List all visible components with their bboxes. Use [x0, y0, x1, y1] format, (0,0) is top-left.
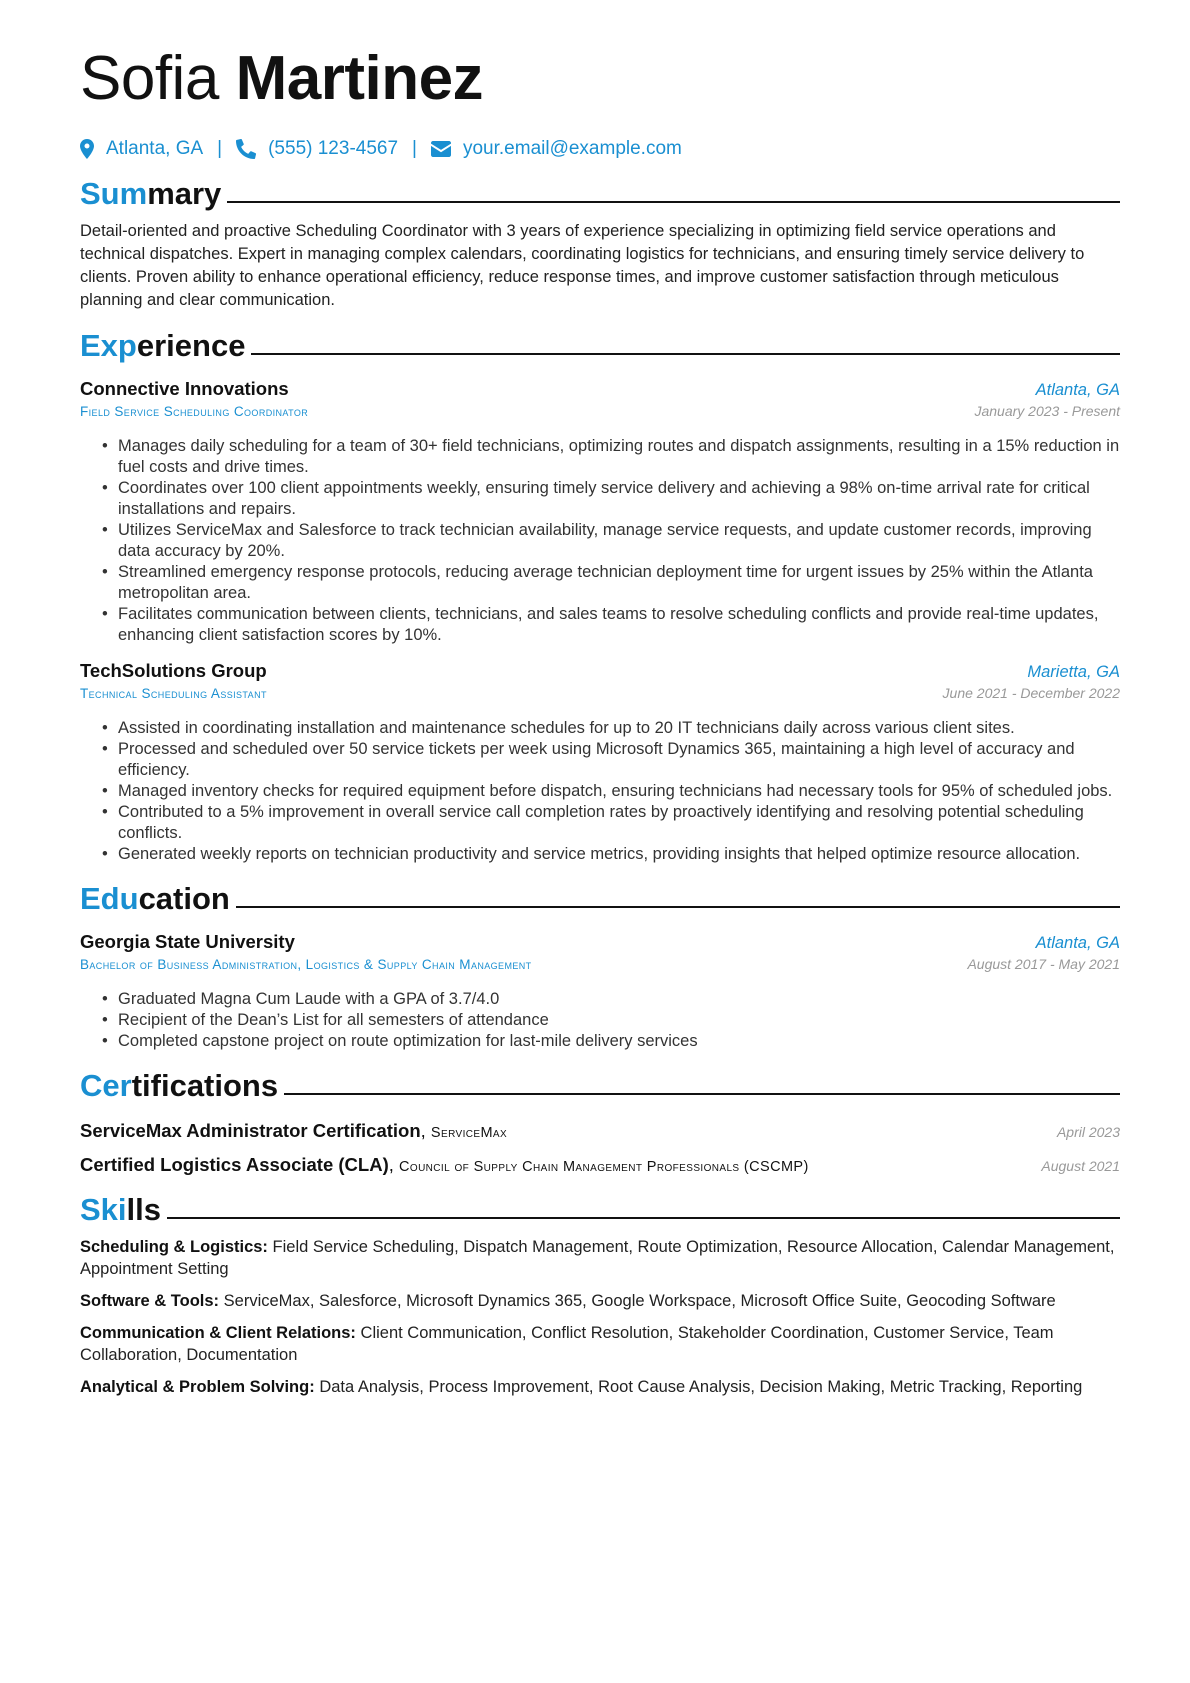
resume-content: [80, 38, 1120, 1398]
separator: |: [412, 138, 417, 159]
skill-row: [80, 1376, 1120, 1398]
section-rule: [236, 906, 1120, 908]
school-location: Atlanta, GA: [1035, 934, 1120, 952]
contact-phone: [236, 138, 398, 160]
list-item: • Graduated Magna Cum Laude with a GPA of 3.7/4.0: [80, 989, 1120, 1010]
skill-list: Data Analysis, Process Improvement, Root Cause Analysis, Decision Making, Metric Tracking, Reporting: [319, 1378, 1083, 1396]
contact-email: [431, 138, 682, 160]
list-item: • Completed capstone project on route optimization for last-mile delivery services: [80, 1031, 1120, 1052]
skill-category: Analytical & Problem Solving:: [80, 1378, 315, 1396]
education-dates: August 2017 - May 2021: [967, 956, 1120, 972]
job-entry: [80, 658, 1120, 865]
education-entry: [80, 929, 1120, 1052]
skills-heading: [80, 1190, 1120, 1230]
certification-name: ServiceMax Administrator Certification: [80, 1120, 421, 1141]
job-dates: January 2023 - Present: [974, 403, 1120, 419]
certification-name: Certified Logistics Associate (CLA): [80, 1154, 389, 1175]
section-rule: [251, 353, 1120, 355]
job-title: Field Service Scheduling Coordinator: [80, 404, 309, 419]
job-location: Atlanta, GA: [1035, 381, 1120, 399]
last-name: Martinez: [235, 44, 484, 113]
company-name: Connective Innovations: [80, 378, 289, 399]
email-link[interactable]: your.email@example.com: [462, 138, 682, 159]
certification-date: April 2023: [1056, 1124, 1120, 1140]
candidate-name: [80, 38, 1120, 120]
job-entry: [80, 376, 1120, 646]
section-title: Certifications: [80, 1068, 279, 1103]
list-item: • Manages daily scheduling for a team of 30+ field technicians, optimizing routes and dispatch assignments, resulting in a 15% reduction in fuel costs and drive times.: [80, 436, 1120, 478]
section-title: Experience: [80, 328, 246, 363]
certification-issuer: Council of Supply Chain Management Professionals (CSCMP): [399, 1159, 809, 1175]
skill-category: Software & Tools:: [80, 1292, 220, 1310]
skill-list: Client Communication, Conflict Resolution, Stakeholder Coordination, Customer Service, Team Collaboration, Documentation: [80, 1324, 1054, 1364]
skill-category: Scheduling & Logistics:: [80, 1238, 268, 1256]
certifications-heading: [80, 1066, 1120, 1106]
section-rule: [227, 201, 1120, 203]
section-title: Skills: [80, 1192, 161, 1227]
map-pin-icon: [80, 139, 94, 159]
education-heading: [80, 879, 1120, 919]
list-item: • Managed inventory checks for required equipment before dispatch, ensuring technicians had necessary tools for 95% of scheduled jobs.: [80, 781, 1120, 802]
list-item: • Assisted in coordinating installation and maintenance schedules for up to 20 IT technicians daily across various client sites.: [80, 718, 1120, 739]
certification-item: Certified Logistics Associate (CLA), Council of Supply Chain Management Professionals (CSCMP) August 2021: [80, 1154, 1120, 1175]
phone-icon: [236, 139, 256, 159]
school-name: Georgia State University: [80, 931, 295, 952]
skill-row: [80, 1290, 1120, 1312]
job-location: Marietta, GA: [1027, 663, 1120, 681]
phone-text[interactable]: (555) 123-4567: [268, 138, 399, 159]
contact-bar: [80, 134, 1120, 164]
job-bullets: [80, 718, 1120, 865]
skill-category: Communication & Client Relations:: [80, 1324, 356, 1342]
experience-heading: [80, 326, 1120, 366]
list-item: • Utilizes ServiceMax and Salesforce to track technician availability, manage service requests, and update customer records, improving data accuracy by 20%.: [80, 520, 1120, 562]
list-item: • Contributed to a 5% improvement in overall service call completion rates by proactively identifying and resolving potential scheduling conflicts.: [80, 802, 1120, 844]
skill-list: Field Service Scheduling, Dispatch Management, Route Optimization, Resource Allocation, Calendar Management, Appointment Setting: [80, 1238, 1115, 1278]
location-text: Atlanta, GA: [106, 138, 204, 159]
section-title: Summary: [80, 176, 222, 211]
certification-date: August 2021: [1041, 1158, 1120, 1174]
list-item: • Recipient of the Dean’s List for all semesters of attendance: [80, 1010, 1120, 1031]
list-item: • Generated weekly reports on technician productivity and service metrics, providing insights that helped optimize resource allocation.: [80, 844, 1120, 865]
section-rule: [167, 1217, 1120, 1219]
company-name: TechSolutions Group: [80, 660, 267, 681]
job-title: Technical Scheduling Assistant: [80, 686, 267, 701]
section-rule: [284, 1093, 1120, 1095]
list-item: • Coordinates over 100 client appointments weekly, ensuring timely service delivery and achieving a 98% on-time arrival rate for critical installations and repairs.: [80, 478, 1120, 520]
skill-row: [80, 1236, 1120, 1280]
list-item: • Facilitates communication between clients, technicians, and sales teams to resolve scheduling conflicts and provide real-time updates, enhancing client satisfaction scores by 10%.: [80, 604, 1120, 646]
separator: |: [217, 138, 223, 159]
first-name: Sofia: [80, 44, 219, 113]
education-bullets: [80, 989, 1120, 1052]
section-title: Education: [80, 881, 230, 916]
list-item: • Processed and scheduled over 50 service tickets per week using Microsoft Dynamics 365, maintaining a high level of accuracy and efficiency.: [80, 739, 1120, 781]
envelope-icon: [431, 141, 451, 157]
job-bullets: [80, 436, 1120, 646]
skill-list: ServiceMax, Salesforce, Microsoft Dynamics 365, Google Workspace, Microsoft Office Suite, Geocoding Software: [223, 1292, 1056, 1310]
degree: Bachelor of Business Administration, Logistics & Supply Chain Management: [80, 957, 532, 972]
job-dates: June 2021 - December 2022: [942, 685, 1120, 701]
certification-issuer: ServiceMax: [430, 1125, 508, 1141]
certification-item: ServiceMax Administrator Certification, ServiceMax April 2023: [80, 1120, 1120, 1141]
summary-text: Detail-oriented and proactive Scheduling Coordinator with 3 years of experience specializing in optimizing field service operations and technical dispatches. Expert in managing complex calendars, coordinating logistics for technicians, and ensuring timely service delivery to clients. Proven ability to enhance operational efficiency, reduce response times, and improve customer satisfaction through meticulous planning and clear communication.: [80, 222, 1085, 309]
contact-location: [80, 138, 203, 160]
summary-heading: [80, 174, 1120, 214]
skill-row: [80, 1322, 1120, 1366]
list-item: • Streamlined emergency response protocols, reducing average technician deployment time for urgent issues by 25% within the Atlanta metropolitan area.: [80, 562, 1120, 604]
